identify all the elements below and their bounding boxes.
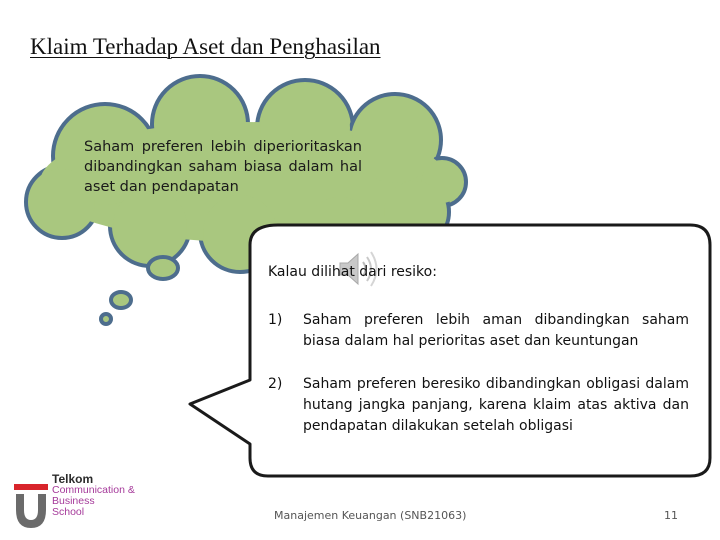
page-number: 11: [664, 509, 678, 522]
footer-course: Manajemen Keuangan (SNB21063): [274, 509, 467, 522]
cloud-text: Saham preferen lebih diperioritaskan dibandingkan saham biasa dalam hal aset dan pendapatan: [84, 139, 362, 195]
list-item-text: Saham preferen beresiko dibandingkan obligasi dalam hutang jangka panjang, karena klaim atas aktiva dan pendapatan dilakukan setelah obligasi: [303, 376, 689, 434]
logo-wordmark: [52, 474, 135, 518]
telkom-logo-icon: [12, 470, 50, 532]
slide-title: Klaim Terhadap Aset dan Penghasilan: [30, 34, 381, 59]
logo-line: School: [52, 506, 85, 518]
logo-line: Communication &: [52, 484, 135, 496]
logo-brand: Telkom: [52, 472, 94, 486]
callout-intro: Kalau dilihat dari resiko:: [268, 264, 437, 280]
list-item-number: 1): [268, 312, 283, 328]
list-item-number: 2): [268, 376, 283, 392]
logo-line: Business: [52, 495, 95, 507]
list-item-text: Saham preferen lebih aman dibandingkan saham biasa dalam hal perioritas aset dan keuntungan: [303, 312, 689, 349]
